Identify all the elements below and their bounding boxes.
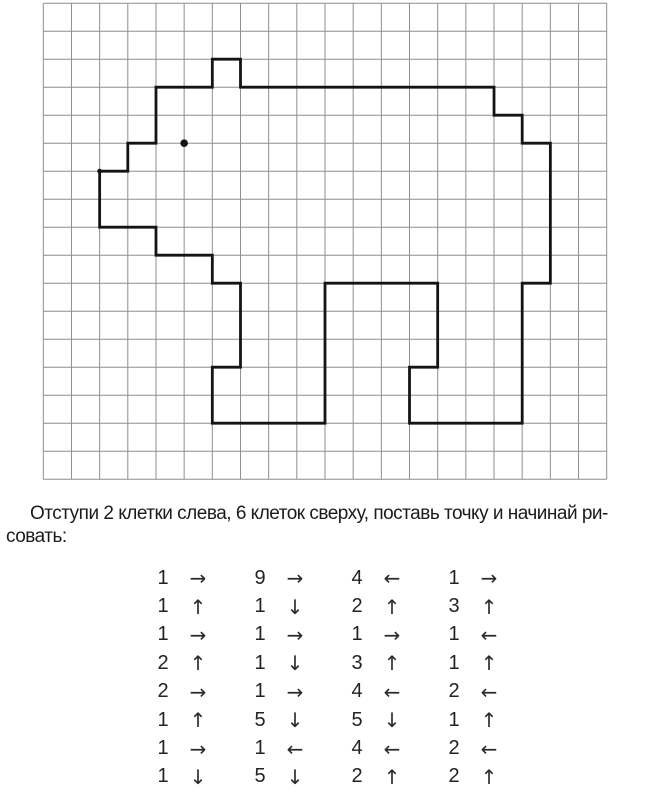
dictation-step bbox=[442, 734, 504, 762]
left-arrow-icon: ← bbox=[383, 566, 401, 591]
step-count: 1 bbox=[448, 566, 460, 589]
dictation-step bbox=[345, 564, 407, 592]
instruction-line-2: совать: bbox=[6, 525, 67, 547]
step-count: 1 bbox=[157, 708, 169, 731]
down-arrow-icon: ↓ bbox=[383, 708, 401, 733]
dictation-step bbox=[442, 621, 504, 649]
instruction-line-1: Отступи 2 клетки слева, 6 клеток сверху, поставь точку и начинай ри- bbox=[30, 503, 608, 524]
left-arrow-icon: ← bbox=[480, 679, 498, 704]
step-count: 1 bbox=[157, 566, 169, 589]
step-count: 1 bbox=[254, 737, 266, 760]
up-arrow-icon: ↑ bbox=[189, 708, 207, 733]
step-count: 2 bbox=[157, 680, 169, 703]
dictation-step bbox=[151, 763, 213, 791]
dictation-step bbox=[442, 649, 504, 677]
left-arrow-icon: ← bbox=[480, 736, 498, 761]
down-arrow-icon: ↓ bbox=[286, 764, 304, 789]
dictation-step bbox=[248, 706, 310, 734]
dictation-step bbox=[151, 564, 213, 592]
step-count: 1 bbox=[254, 651, 266, 674]
right-arrow-icon: → bbox=[286, 679, 304, 704]
step-count: 1 bbox=[254, 623, 266, 646]
step-count: 2 bbox=[448, 737, 460, 760]
step-count: 2 bbox=[448, 765, 460, 788]
dictation-step bbox=[248, 734, 310, 762]
dictation-step bbox=[442, 592, 504, 620]
step-count: 2 bbox=[448, 680, 460, 703]
dictation-step bbox=[248, 621, 310, 649]
left-arrow-icon: ← bbox=[286, 736, 304, 761]
step-count: 3 bbox=[448, 595, 460, 618]
dictation-step bbox=[151, 649, 213, 677]
right-arrow-icon: → bbox=[286, 566, 304, 591]
dictation-step bbox=[442, 678, 504, 706]
step-count: 1 bbox=[157, 737, 169, 760]
step-count: 1 bbox=[157, 765, 169, 788]
dictation-step bbox=[151, 706, 213, 734]
up-arrow-icon: ↑ bbox=[480, 594, 498, 619]
step-count: 4 bbox=[351, 737, 363, 760]
up-arrow-icon: ↑ bbox=[383, 651, 401, 676]
dictation-step bbox=[345, 678, 407, 706]
dictation-step bbox=[345, 706, 407, 734]
step-count: 4 bbox=[351, 680, 363, 703]
step-count: 1 bbox=[157, 623, 169, 646]
dictation-step bbox=[345, 763, 407, 791]
step-count: 1 bbox=[351, 623, 363, 646]
instruction-text bbox=[6, 503, 646, 548]
up-arrow-icon: ↑ bbox=[480, 764, 498, 789]
up-arrow-icon: ↑ bbox=[189, 651, 207, 676]
down-arrow-icon: ↓ bbox=[286, 651, 304, 676]
dictation-step bbox=[442, 763, 504, 791]
dictation-step bbox=[345, 734, 407, 762]
dictation-step bbox=[345, 592, 407, 620]
up-arrow-icon: ↑ bbox=[189, 594, 207, 619]
dictation-step bbox=[442, 564, 504, 592]
down-arrow-icon: ↓ bbox=[189, 764, 207, 789]
step-count: 5 bbox=[254, 765, 266, 788]
step-count: 1 bbox=[448, 708, 460, 731]
dictation-step bbox=[345, 649, 407, 677]
dictation-step bbox=[151, 592, 213, 620]
step-count: 1 bbox=[157, 595, 169, 618]
down-arrow-icon: ↓ bbox=[286, 708, 304, 733]
right-arrow-icon: → bbox=[383, 622, 401, 647]
figure-eye-dot bbox=[180, 139, 188, 147]
dictation-step bbox=[248, 592, 310, 620]
down-arrow-icon: ↓ bbox=[286, 594, 304, 619]
dictation-step bbox=[248, 649, 310, 677]
start-point-dot bbox=[97, 169, 102, 174]
step-count: 3 bbox=[351, 651, 363, 674]
step-count: 9 bbox=[254, 566, 266, 589]
step-count: 1 bbox=[254, 680, 266, 703]
dictation-step bbox=[151, 621, 213, 649]
up-arrow-icon: ↑ bbox=[480, 651, 498, 676]
right-arrow-icon: → bbox=[189, 566, 207, 591]
dictation-step bbox=[345, 621, 407, 649]
step-count: 2 bbox=[351, 765, 363, 788]
step-count: 1 bbox=[448, 651, 460, 674]
dictation-step bbox=[248, 564, 310, 592]
step-count: 2 bbox=[157, 651, 169, 674]
right-arrow-icon: → bbox=[286, 622, 304, 647]
left-arrow-icon: ← bbox=[383, 679, 401, 704]
dictation-step bbox=[442, 706, 504, 734]
dictation-step bbox=[151, 734, 213, 762]
dictation-step bbox=[248, 763, 310, 791]
dictation-step bbox=[151, 678, 213, 706]
dictation-table bbox=[151, 564, 504, 791]
right-arrow-icon: → bbox=[480, 566, 498, 591]
step-count: 5 bbox=[254, 708, 266, 731]
left-arrow-icon: ← bbox=[480, 622, 498, 647]
right-arrow-icon: → bbox=[189, 622, 207, 647]
dictation-step bbox=[248, 678, 310, 706]
step-count: 5 bbox=[351, 708, 363, 731]
right-arrow-icon: → bbox=[189, 736, 207, 761]
right-arrow-icon: → bbox=[189, 679, 207, 704]
up-arrow-icon: ↑ bbox=[480, 708, 498, 733]
left-arrow-icon: ← bbox=[383, 736, 401, 761]
step-count: 2 bbox=[351, 595, 363, 618]
up-arrow-icon: ↑ bbox=[383, 764, 401, 789]
step-count: 1 bbox=[448, 623, 460, 646]
step-count: 4 bbox=[351, 566, 363, 589]
step-count: 1 bbox=[254, 595, 266, 618]
up-arrow-icon: ↑ bbox=[383, 594, 401, 619]
